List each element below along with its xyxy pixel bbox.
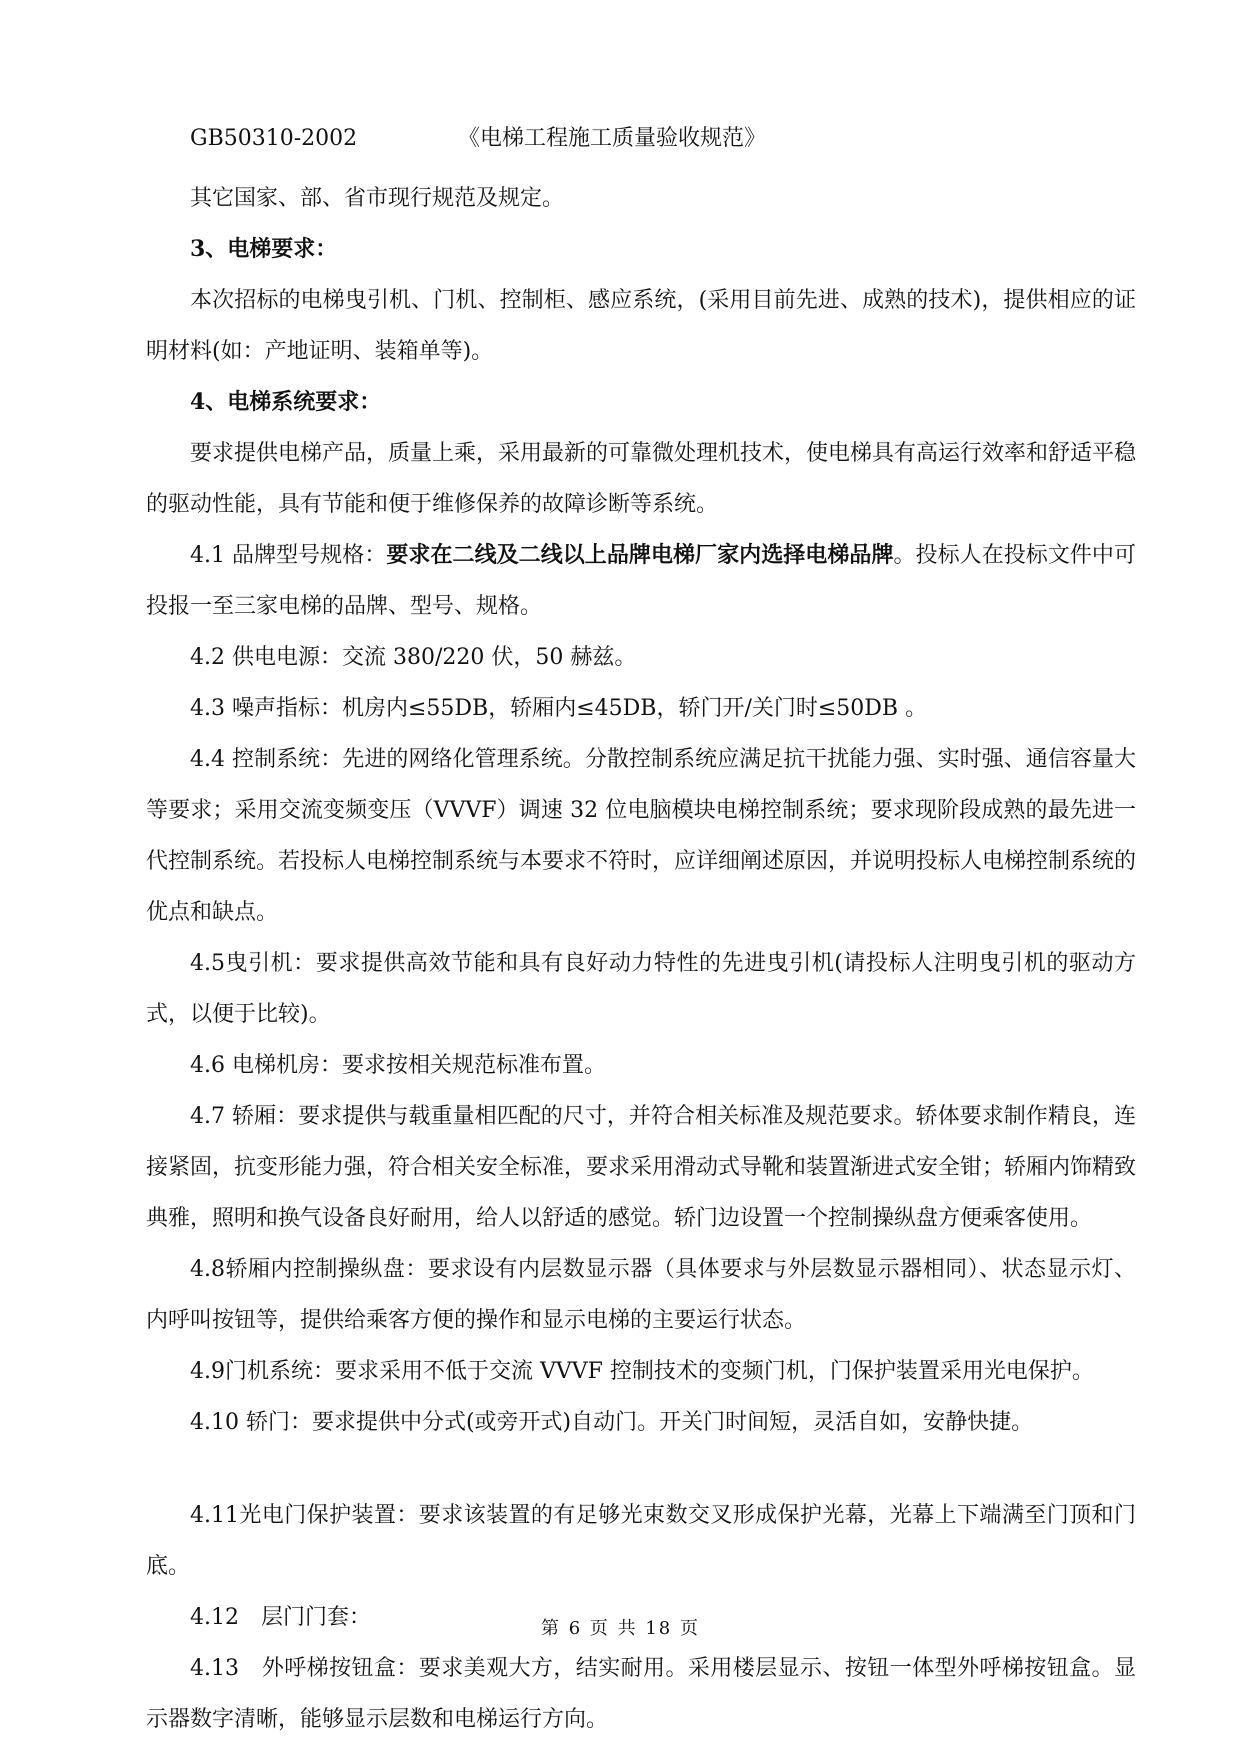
- item-4-10: 4.10 轿门：要求提供中分式(或旁开式)自动门。开关门时间短，灵活自如，安静快捷。: [190, 1410, 1034, 1435]
- item-4-6: 4.6 电梯机房：要求按相关规范标准布置。: [190, 1053, 606, 1078]
- heading-elevator-system-requirements: 4、电梯系统要求：: [190, 389, 382, 415]
- paragraph-elevator-requirements: 本次招标的电梯曳引机、门机、控制柜、感应系统，(采用目前先进、成熟的技术)，提供相应的证明材料(如：产地证明、装箱单等)。: [146, 288, 1136, 364]
- paragraph-gap: [146, 1448, 1136, 1490]
- item-4-1-bold-text: 要求在二线及二线以上品牌电梯厂家内选择电梯品牌: [386, 542, 894, 568]
- item-4-5: 4.5曳引机：要求提供高效节能和具有良好动力特性的先进曳引机(请投标人注明曳引机的驱动方式，以便于比较)。: [146, 951, 1136, 1027]
- heading-elevator-requirements: 3、电梯要求：: [190, 236, 338, 262]
- standard-reference: [146, 122, 1136, 156]
- paragraph-other-standards: 其它国家、部、省市现行规范及规定。: [190, 186, 565, 211]
- item-4-1: [146, 530, 1136, 632]
- standard-title: 《电梯工程施工质量验收规范》: [458, 126, 767, 151]
- item-4-1-rest: 。投标人在投标文件中可投报一至三家电梯的品牌、型号、规格。: [146, 543, 1136, 619]
- item-4-1-prefix: 4.1 品牌型号规格：: [190, 543, 387, 568]
- item-4-11: 4.11光电门保护装置：要求该装置的有足够光束数交叉形成保护光幕，光幕上下端满至门顶和门底。: [146, 1503, 1136, 1579]
- item-4-4: 4.4 控制系统：先进的网络化管理系统。分散控制系统应满足抗干扰能力强、实时强、通信容量大等要求；采用交流变频变压（VVVF）调速 32 位电脑模块电梯控制系统；要求现阶段成熟的最先进一代控制系统。若投标人电梯控制系统与本要求不符时，应详细阐述原因，并说明投标人电梯控制系统的优点和缺点。: [146, 747, 1137, 925]
- standard-code: GB50310-2002: [190, 126, 358, 151]
- item-4-9: 4.9门机系统：要求采用不低于交流 VVVF 控制技术的变频门机，门保护装置采用光电保护。: [190, 1359, 1094, 1384]
- item-4-12: 4.12 层门门套：: [190, 1605, 371, 1630]
- paragraph-system-requirements: 要求提供电梯产品，质量上乘，采用最新的可靠微处理机技术，使电梯具有高运行效率和舒适平稳的驱动性能，具有节能和便于维修保养的故障诊断等系统。: [146, 441, 1137, 517]
- item-4-3: 4.3 噪声指标：机房内≤55DB，轿厢内≤45DB，轿门开/关门时≤50DB 。: [190, 696, 928, 721]
- document-body: [146, 122, 1136, 1745]
- item-4-2: 4.2 供电电源：交流 380/220 伏，50 赫兹。: [190, 645, 637, 670]
- item-4-13: 4.13 外呼梯按钮盒：要求美观大方，结实耐用。采用楼层显示、按钮一体型外呼梯按钮盒。显示器数字清晰，能够显示层数和电梯运行方向。: [146, 1656, 1136, 1732]
- item-4-7: 4.7 轿厢：要求提供与载重量相匹配的尺寸，并符合相关标准及规范要求。轿体要求制作精良，连接紧固，抗变形能力强，符合相关安全标准，要求采用滑动式导靴和装置渐进式安全钳；轿厢内饰精致典雅，照明和换气设备良好耐用，给人以舒适的感觉。轿门边设置一个控制操纵盘方便乘客使用。: [146, 1104, 1137, 1231]
- page-number-footer: 第 6 页 共 18 页: [541, 1618, 700, 1639]
- item-4-8: 4.8轿厢内控制操纵盘：要求设有内层数显示器（具体要求与外层数显示器相同）、状态显示灯、内呼叫按钮等，提供给乘客方便的操作和显示电梯的主要运行状态。: [146, 1257, 1136, 1333]
